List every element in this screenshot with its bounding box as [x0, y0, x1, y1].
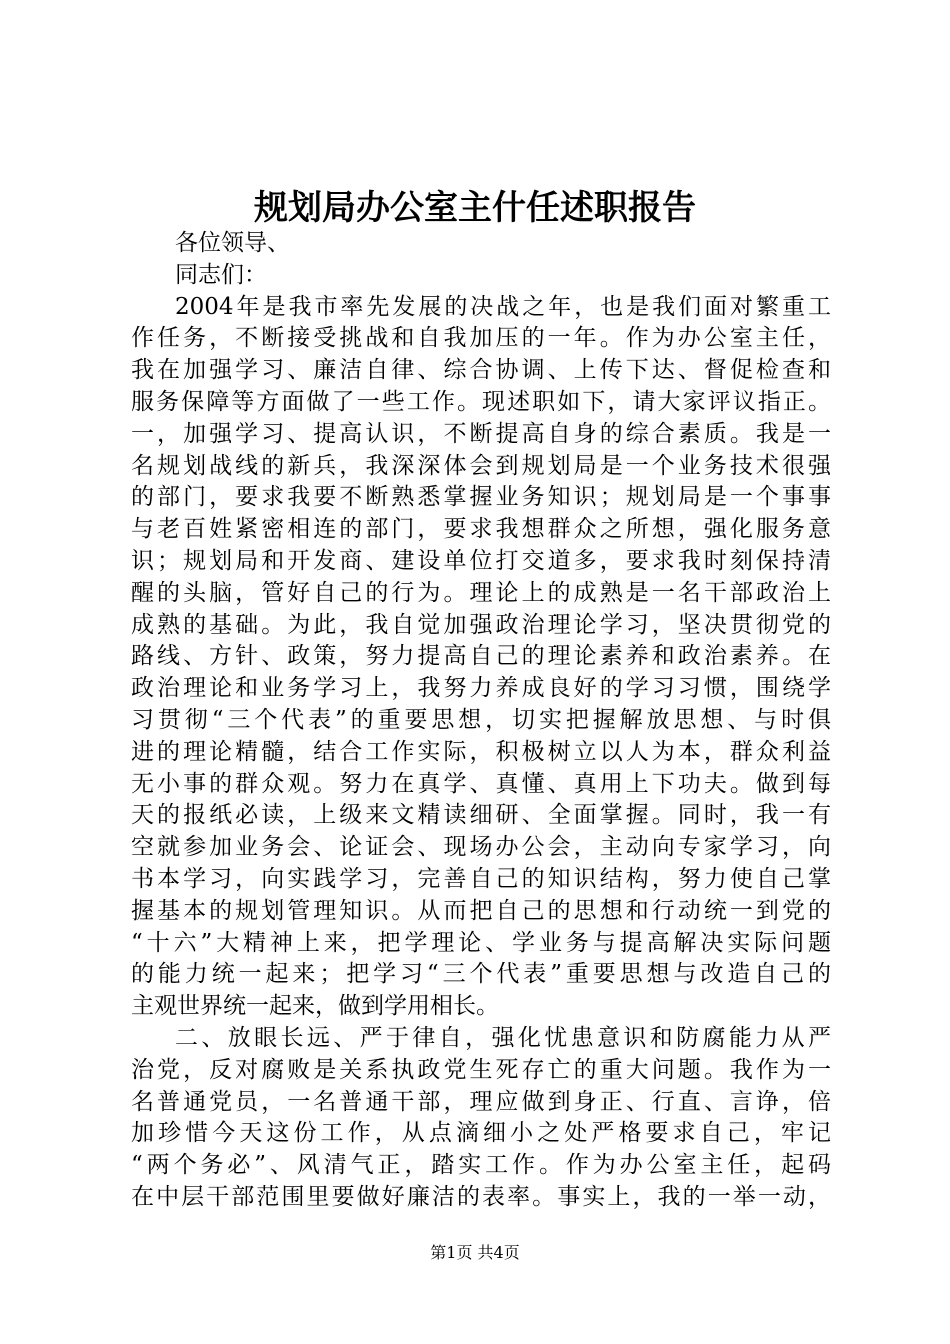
body-line: 加珍惜今天这份工作，从点滴细小之处严格要求自己，牢记	[131, 1120, 831, 1147]
body-line: 作任务，不断接受挑战和自我加压的一年。作为办公室主任，	[131, 325, 831, 352]
document-body	[131, 228, 831, 1214]
body-line: 识；规划局和开发商、建设单位打交道多，要求我时刻保持清	[131, 547, 831, 574]
body-line: 无小事的群众观。努力在真学、真懂、真用上下功夫。做到每	[131, 770, 831, 797]
body-line: 2004年是我市率先发展的决战之年，也是我们面对繁重工	[175, 293, 831, 320]
body-line: 政治理论和业务学习上，我努力养成良好的学习习惯，围绕学	[131, 675, 831, 702]
body-line: 服务保障等方面做了一些工作。现述职如下，请大家评议指正。	[131, 388, 831, 415]
body-line: 习贯彻“三个代表”的重要思想，切实把握解放思想、与时俱	[131, 706, 831, 733]
body-line: 同志们：	[175, 261, 267, 288]
body-line: 在中层干部范围里要做好廉洁的表率。事实上，我的一举一动，	[131, 1183, 831, 1210]
body-line: 二、放眼长远、严于律自，强化忧患意识和防腐能力从严	[175, 1024, 831, 1051]
document-title: 规划局办公室主什任述职报告	[254, 188, 696, 228]
body-line: 主观世界统一起来，做到学用相长。	[131, 993, 499, 1020]
body-line: 我在加强学习、廉洁自律、综合协调、上传下达、督促检查和	[131, 357, 831, 384]
body-line: 路线、方针、政策，努力提高自己的理论素养和政治素养。在	[131, 643, 831, 670]
body-line: 书本学习，向实践学习，完善自己的知识结构，努力使自己掌	[131, 865, 831, 892]
body-line: 天的报纸必读，上级来文精读细研、全面掌握。同时，我一有	[131, 802, 831, 829]
body-line: 空就参加业务会、论证会、现场办公会，主动向专家学习，向	[131, 834, 831, 861]
body-line: 进的理论精髓，结合工作实际，积极树立以人为本，群众利益	[131, 738, 831, 765]
body-line: 握基本的规划管理知识。从而把自己的思想和行动统一到党的	[131, 897, 831, 924]
body-line: 各位领导、	[175, 230, 290, 256]
body-line: 一，加强学习、提高认识，不断提高自身的综合素质。我是一	[131, 420, 831, 447]
body-line: 治党，反对腐败是关系执政党生死存亡的重大问题。我作为一	[131, 1056, 831, 1083]
page-footer: 第1页 共4页	[430, 1243, 520, 1262]
body-line: “两个务必”、风清气正，踏实工作。作为办公室主任，起码	[131, 1152, 831, 1179]
body-line: “十六”大精神上来，把学理论、学业务与提高解决实际问题	[131, 929, 831, 956]
body-line: 的能力统一起来；把学习“三个代表”重要思想与改造自己的	[131, 961, 831, 988]
body-line: 醒的头脑，管好自己的行为。理论上的成熟是一名干部政治上	[131, 579, 831, 606]
body-line: 成熟的基础。为此，我自觉加强政治理论学习，坚决贯彻党的	[131, 611, 831, 638]
body-line: 的部门，要求我要不断熟悉掌握业务知识；规划局是一个事事	[131, 484, 831, 511]
body-line: 名普通党员，一名普通干部，理应做到身正、行直、言诤，倍	[131, 1088, 831, 1115]
body-line: 与老百姓紧密相连的部门，要求我想群众之所想，强化服务意	[131, 516, 831, 543]
body-line: 名规划战线的新兵，我深深体会到规划局是一个业务技术很强	[131, 452, 831, 479]
